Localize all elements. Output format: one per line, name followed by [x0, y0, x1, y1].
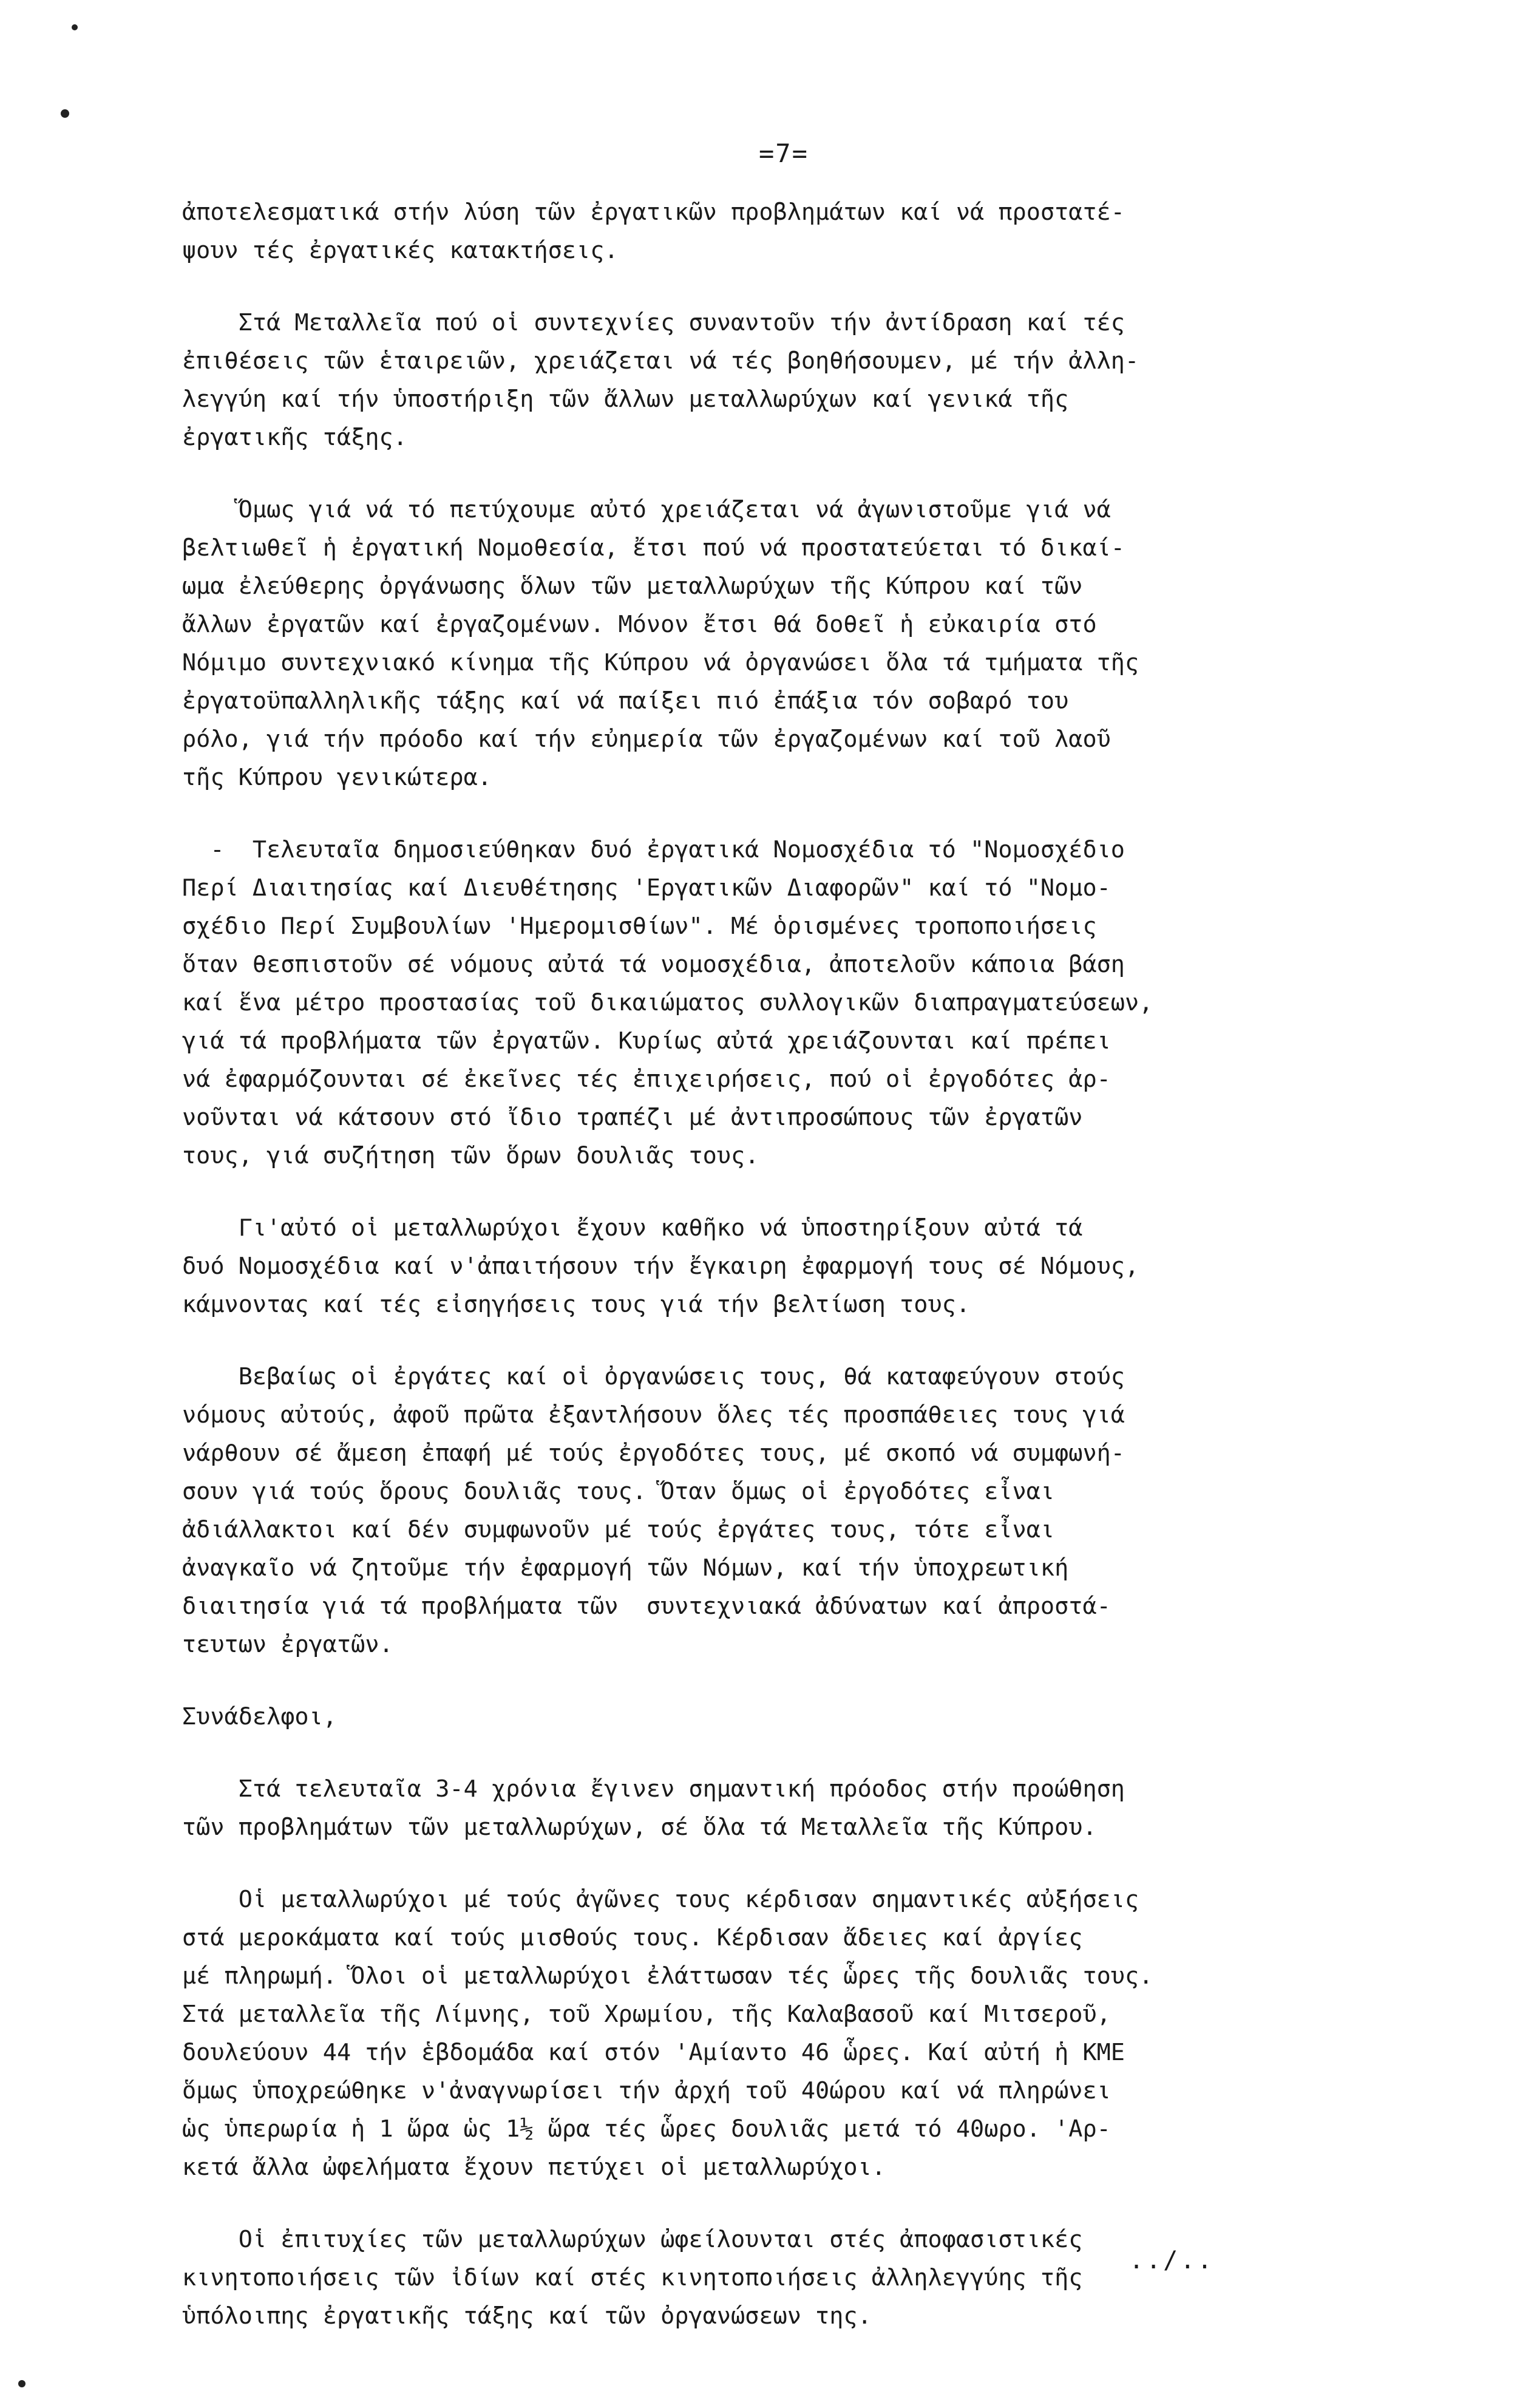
- text-line: ὅμως ὑποχρεώθηκε ν'ἀναγνωρίσει τήν ἀρχή τοῦ 40ώρου καί νά πληρώνει: [182, 2077, 1111, 2104]
- text-line: δυό Νομοσχέδια καί ν'ἀπαιτήσουν τήν ἔγκαιρη ἐφαρμογή τους σέ Νόμους,: [182, 1253, 1139, 1280]
- text-line: ἀναγκαῖο νά ζητοῦμε τήν ἐφαρμογή τῶν Νόμων, καί τήν ὑποχρεωτική: [182, 1554, 1069, 1582]
- text-line: τῆς Κύπρου γενικώτερα.: [182, 764, 492, 791]
- text-line: δουλεύουν 44 τήν ἑβδομάδα καί στόν 'Αμίαντο 46 ὧρες. Καί αὐτή ἡ ΚΜΕ: [182, 2039, 1125, 2066]
- text-line: ἀδιάλλακτοι καί δέν συμφωνοῦν μέ τούς ἐργάτες τους, τότε εἶναι: [182, 1516, 1055, 1543]
- text-line: - Τελευταῖα δημοσιεύθηκαν δυό ἐργατικά Νομοσχέδια τό "Νομοσχέδιο: [182, 836, 1125, 863]
- text-line: Γι'αὐτό οἱ μεταλλωρύχοι ἔχουν καθῆκο νά ὑποστηρίξουν αὐτά τά: [182, 1214, 1083, 1242]
- text-line: Στά μεταλλεῖα τῆς Λίμνης, τοῦ Χρωμίου, τῆς Καλαβασοῦ καί Μιτσεροῦ,: [182, 2001, 1111, 2028]
- text-line: ὑπόλοιπης ἐργατικῆς τάξης καί τῶν ὀργανώσεων της.: [182, 2302, 872, 2330]
- paragraph-2: [182, 304, 1481, 457]
- salutation: [182, 1698, 1481, 1736]
- text-line: Περί Διαιτησίας καί Διευθέτησης 'Εργατικῶν Διαφορῶν" καί τό "Νομο-: [182, 874, 1111, 902]
- text-line: λεγγύη καί τήν ὑποστήριξη τῶν ἄλλων μεταλλωρύχων καί γενικά τῆς: [182, 386, 1069, 413]
- text-line: σουν γιά τούς ὅρους δουλιᾶς τους. Ὅταν ὅμως οἱ ἐργοδότες εἶναι: [182, 1478, 1055, 1505]
- scan-speck: [72, 24, 78, 30]
- text-line: καί ἕνα μέτρο προστασίας τοῦ δικαιώματος συλλογικῶν διαπραγματεύσεων,: [182, 989, 1153, 1016]
- page-number: =7=: [759, 138, 809, 168]
- text-line: σχέδιο Περί Συμβουλίων 'Ημερομισθίων". Μέ ὁρισμένες τροποποιήσεις: [182, 913, 1097, 940]
- text-line: τευτων ἐργατῶν.: [182, 1631, 393, 1658]
- text-line: γιά τά προβλήματα τῶν ἐργατῶν. Κυρίως αὐτά χρειάζουνται καί πρέπει: [182, 1027, 1111, 1055]
- text-line: Στά Μεταλλεῖα πού οἱ συντεχνίες συναντοῦν τήν ἀντίδραση καί τές: [182, 309, 1125, 336]
- text-line: νά ἐφαρμόζουνται σέ ἐκεῖνες τές ἐπιχειρήσεις, πού οἱ ἐργοδότες ἀρ-: [182, 1066, 1111, 1093]
- text-line: ὅταν θεσπιστοῦν σέ νόμους αὐτά τά νομοσχέδια, ἀποτελοῦν κάποια βάση: [182, 951, 1125, 978]
- paragraph-4: [182, 831, 1481, 1175]
- text-line: κετά ἄλλα ὠφελήματα ἔχουν πετύχει οἱ μεταλλωρύχοι.: [182, 2154, 886, 2181]
- text-line: ἄλλων ἐργατῶν καί ἐργαζομένων. Μόνον ἔτσι θά δοθεῖ ἡ εὐκαιρία στό: [182, 611, 1097, 638]
- text-line: μέ πληρωμή. Ὅλοι οἱ μεταλλωρύχοι ἐλάττωσαν τές ὧρες τῆς δουλιᾶς τους.: [182, 1962, 1153, 1990]
- paragraph-8: [182, 1770, 1481, 1846]
- paragraph-1: [182, 193, 1481, 270]
- text-line: τῶν προβλημάτων τῶν μεταλλωρύχων, σέ ὅλα τά Μεταλλεῖα τῆς Κύπρου.: [182, 1814, 1097, 1841]
- paragraph-10: [182, 2220, 1481, 2335]
- text-line: ὡς ὑπερωρία ἡ 1 ὥρα ὡς 1½ ὥρα τές ὧρες δουλιᾶς μετά τό 40ωρο. 'Αρ-: [182, 2115, 1111, 2143]
- text-line: Ὅμως γιά νά τό πετύχουμε αὐτό χρειάζεται νά ἀγωνιστοῦμε γιά νά: [182, 496, 1111, 523]
- text-line: Νόμιμο συντεχνιακό κίνημα τῆς Κύπρου νά ὀργανώσει ὅλα τά τμήματα τῆς: [182, 649, 1139, 676]
- text-line: βελτιωθεῖ ἡ ἐργατική Νομοθεσία, ἔτσι πού νά προστατεύεται τό δικαί-: [182, 534, 1125, 562]
- text-line: ψουν τές ἐργατικές κατακτήσεις.: [182, 237, 619, 264]
- text-line: Στά τελευταῖα 3-4 χρόνια ἔγινεν σημαντική πρόοδος στήν προώθηση: [182, 1775, 1125, 1803]
- text-line: κινητοποιήσεις τῶν ἰδίων καί στές κινητοποιήσεις ἀλληλεγγύης τῆς: [182, 2264, 1083, 2291]
- text-line: ἐργατοϋπαλληλικῆς τάξης καί νά παίξει πιό ἐπάξια τόν σοβαρό του: [182, 687, 1069, 715]
- paragraph-5: [182, 1209, 1481, 1324]
- document-body: [182, 193, 1481, 2335]
- text-line: ἐπιθέσεις τῶν ἑταιρειῶν, χρειάζεται νά τές βοηθήσουμεν, μέ τήν ἀλλη-: [182, 347, 1139, 375]
- text-line: Οἱ μεταλλωρύχοι μέ τούς ἀγῶνες τους κέρδισαν σημαντικές αὐξήσεις: [182, 1886, 1139, 1913]
- text-line: νάρθουν σέ ἄμεση ἐπαφή μέ τούς ἐργοδότες τους, μέ σκοπό νά συμφωνή-: [182, 1440, 1125, 1467]
- text-line: ωμα ἐλεύθερης ὀργάνωσης ὅλων τῶν μεταλλωρύχων τῆς Κύπρου καί τῶν: [182, 573, 1083, 600]
- paragraph-3: [182, 491, 1481, 797]
- paragraph-6: [182, 1358, 1481, 1664]
- scan-speck: [18, 2380, 25, 2387]
- scan-speck: [61, 109, 69, 118]
- text-line: Συνάδελφοι,: [182, 1703, 337, 1730]
- text-line: ἀποτελεσματικά στήν λύση τῶν ἐργατικῶν προβλημάτων καί νά προστατέ-: [182, 199, 1125, 226]
- text-line: διαιτησία γιά τά προβλήματα τῶν συντεχνιακά ἀδύνατων καί ἀπροστά-: [182, 1593, 1111, 1620]
- text-line: ρόλο, γιά τήν πρόοδο καί τήν εὐημερία τῶν ἐργαζομένων καί τοῦ λαοῦ: [182, 726, 1111, 753]
- paragraph-9: [182, 1880, 1481, 2186]
- text-line: στά μεροκάματα καί τούς μισθούς τους. Κέρδισαν ἄδειες καί ἀργίες: [182, 1924, 1083, 1951]
- continuation-mark: ../..: [1129, 2246, 1215, 2274]
- text-line: νοῦνται νά κάτσουν στό ἴδιο τραπέζι μέ ἀντιπροσώπους τῶν ἐργατῶν: [182, 1104, 1083, 1131]
- text-line: κάμνοντας καί τές εἰσηγήσεις τους γιά τήν βελτίωση τους.: [182, 1291, 971, 1318]
- text-line: τους, γιά συζήτηση τῶν ὅρων δουλιᾶς τους.: [182, 1142, 759, 1169]
- text-line: ἐργατικῆς τάξης.: [182, 424, 407, 451]
- text-line: Οἱ ἐπιτυχίες τῶν μεταλλωρύχων ὠφείλουνται στές ἀποφασιστικές: [182, 2226, 1083, 2253]
- text-line: Βεβαίως οἱ ἐργάτες καί οἱ ὀργανώσεις τους, θά καταφεύγουν στούς: [182, 1363, 1125, 1390]
- text-line: νόμους αὐτούς, ἀφοῦ πρῶτα ἐξαντλήσουν ὅλες τές προσπάθειες τους γιά: [182, 1401, 1125, 1429]
